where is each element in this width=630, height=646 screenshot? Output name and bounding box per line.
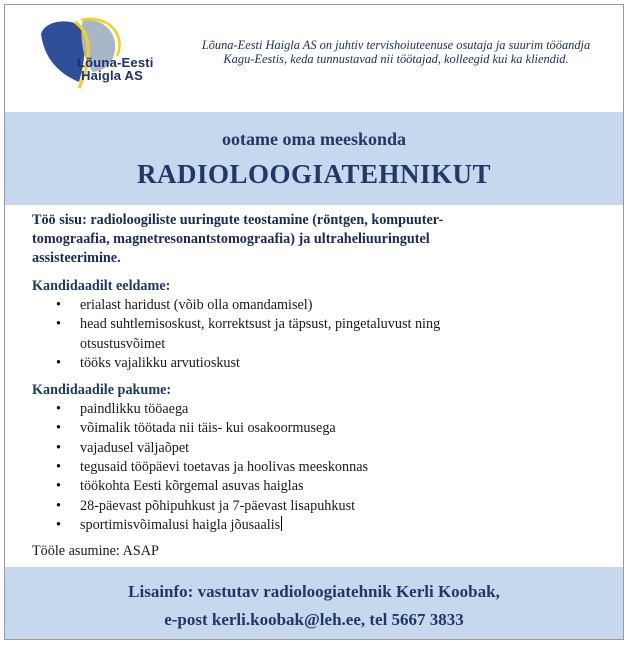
list-item: [32, 315, 612, 354]
list-item: [32, 516, 612, 535]
job-description-line-1: Töö sisu: radioloogiliste uuringute teostamine (röntgen, kompuuter-: [32, 212, 444, 228]
logo-text: [77, 56, 154, 82]
header: [5, 5, 623, 111]
subtitle: ootame oma meeskonda: [222, 129, 406, 149]
list-item: • paindlikku tööaega: [32, 400, 612, 419]
list-item: • tegusaid tööpäevi toetavas ja hoolivas meeskonnas: [32, 458, 612, 477]
ad-content: [32, 211, 612, 535]
list-item: • töökohta Eesti kõrgemal asuvas haiglas: [32, 477, 612, 496]
contact-line-1: Lisainfo: vastutav radioloogiatehnik Kerli Koobak,: [128, 582, 500, 601]
job-description-line-3: assisteerimine.: [32, 250, 121, 266]
job-description: [32, 211, 612, 268]
offer-list: [32, 400, 612, 535]
logo-line-2: Haigla AS: [81, 68, 144, 83]
logo-line-1: Lõuna-Eesti: [77, 55, 154, 70]
expect-list: [32, 296, 612, 373]
job-ad-document: [4, 4, 624, 640]
intro-text: Lõuna-Eesti Haigla AS on juhtiv tervishoiuteenuse osutaja ja suurim tööandja Kagu-Eestis, keda tunnustavad nii töötajad, kolleegid kui ka kliendid.: [201, 38, 591, 66]
list-item: • tööks vajalikku arvutioskust: [32, 354, 612, 373]
contact-line-2: e-post kerli.koobak@leh.ee, tel 5667 3833: [164, 610, 464, 629]
job-title: RADIOLOOGIATEHNIKUT: [136, 159, 492, 189]
text-cursor: [281, 516, 282, 531]
list-item: • 28-päevast põhipuhkust ja 7-päevast lisapuhkust: [32, 497, 612, 516]
list-item-text: sportimisvõimalusi haigla jõusaalis: [80, 516, 281, 533]
start-date: Tööle asumine: ASAP: [32, 543, 159, 559]
expect-heading: Kandidaadilt eeldame:: [32, 278, 171, 294]
list-item-text-cont: otsustusvõimet: [80, 335, 166, 352]
list-item: • vajadusel väljaõpet: [32, 439, 612, 458]
job-description-line-2: tomograafia, magnetresonantstomograafia) ja ultraheliuuringutel: [32, 231, 430, 247]
list-item-text: head suhtlemisoskust, korrektsust ja täpsust, pingetaluvust ning: [80, 316, 441, 333]
offer-heading: Kandidaadile pakume:: [32, 382, 172, 399]
list-item: • erialast haridust (võib olla omandamisel): [32, 296, 612, 315]
list-item: • võimalik töötada nii täis- kui osakoormusega: [32, 419, 612, 438]
